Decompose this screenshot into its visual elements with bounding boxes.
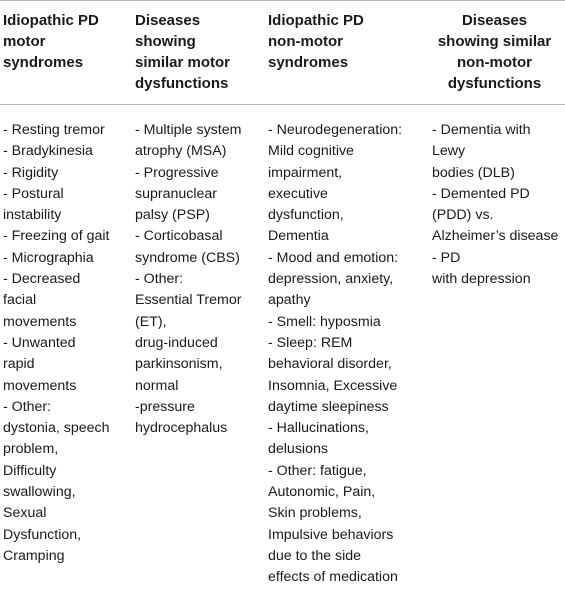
cell-line: - Progressive <box>135 164 219 181</box>
cell-line: dysfunction, <box>268 207 344 224</box>
cell-line: Essential Tremor <box>135 292 242 309</box>
header-line: similar motor <box>135 54 231 71</box>
cell-line: parkinsonism, <box>135 356 223 373</box>
cell-line: - Demented PD <box>432 185 530 202</box>
cell-line: movements <box>3 377 77 394</box>
cell-line: Mild cognitive <box>268 143 354 160</box>
cell-line: Cramping <box>3 547 65 564</box>
cell-line: - Decreased <box>3 271 81 288</box>
column-similar-non-motor-diseases <box>432 120 562 290</box>
cell-line: - Hallucinations, <box>268 420 369 437</box>
header-line: syndromes <box>3 54 84 71</box>
cell-line: Autonomic, Pain, <box>268 484 376 501</box>
cell-line: delusions <box>268 441 328 458</box>
cell-line: Difficulty <box>3 462 57 479</box>
cell-line: executive <box>268 185 328 202</box>
cell-line: bodies (DLB) <box>432 164 515 181</box>
cell-line: hydrocephalus <box>135 420 228 437</box>
cell-line: -pressure <box>135 398 195 415</box>
cell-line: - Other: <box>3 398 52 415</box>
table-top-rule <box>0 0 565 1</box>
header-similar-motor-diseases <box>135 10 263 94</box>
cell-line: (ET), <box>135 313 167 330</box>
header-line: Idiopathic PD <box>268 12 364 29</box>
header-line: dysfunctions <box>135 75 229 92</box>
cell-line: - Mood and emotion: <box>268 249 399 266</box>
cell-line: - Micrographia <box>3 249 94 266</box>
header-line: Diseases <box>135 12 201 29</box>
cell-line: drug-induced <box>135 334 218 351</box>
header-similar-non-motor-diseases <box>424 10 565 94</box>
cell-line: due to the side <box>268 547 362 564</box>
cell-line: Lewy <box>432 143 466 160</box>
cell-line: - Resting tremor <box>3 122 105 138</box>
cell-line: - Postural <box>3 185 64 202</box>
cell-line: apathy <box>268 292 311 309</box>
cell-line: Impulsive behaviors <box>268 526 394 543</box>
header-line: non-motor <box>268 33 343 50</box>
cell-line: daytime sleepiness <box>268 398 389 415</box>
cell-line: - Freezing of gait <box>3 228 110 245</box>
cell-line: atrophy (MSA) <box>135 143 227 160</box>
cell-line: - Bradykinesia <box>3 143 93 160</box>
header-line: non-motor <box>457 54 532 71</box>
cell-line: movements <box>3 313 77 330</box>
cell-line: syndrome (CBS) <box>135 249 240 266</box>
header-line: Diseases <box>461 12 528 29</box>
cell-line: depression, anxiety, <box>268 271 394 288</box>
cell-line: effects of medication <box>268 569 398 586</box>
cell-line: - Other: <box>135 271 184 288</box>
column-motor-syndromes <box>3 120 125 567</box>
cell-line: - Smell: hyposmia <box>268 313 381 330</box>
header-line: showing similar <box>437 33 552 50</box>
cell-line: problem, <box>3 441 59 458</box>
cell-line: Sexual <box>3 505 47 522</box>
cell-line: Dysfunction, <box>3 526 82 543</box>
cell-line: impairment, <box>268 164 343 181</box>
cell-line: rapid <box>3 356 35 373</box>
header-idiopathic-pd-motor <box>3 10 125 73</box>
header-line: Idiopathic PD <box>3 12 99 29</box>
cell-line: Insomnia, Excessive <box>268 377 398 394</box>
cell-line: - Multiple system <box>135 122 242 138</box>
cell-line: (PDD) vs. <box>432 207 494 224</box>
cell-line: facial <box>3 292 37 309</box>
header-idiopathic-pd-non-motor <box>268 10 426 73</box>
column-similar-motor-diseases <box>135 120 263 439</box>
cell-line: palsy (PSP) <box>135 207 210 224</box>
cell-line: supranuclear <box>135 185 218 202</box>
header-line: showing <box>135 33 196 50</box>
header-line: motor <box>3 33 46 50</box>
cell-line: - Sleep: REM <box>268 334 353 351</box>
header-divider-rule <box>0 104 565 105</box>
cell-line: instability <box>3 207 62 224</box>
cell-line: normal <box>135 377 179 394</box>
column-non-motor-syndromes <box>268 120 426 589</box>
cell-line: - Corticobasal <box>135 228 223 245</box>
cell-line: - Unwanted <box>3 334 76 351</box>
cell-line: - Dementia with <box>432 122 531 138</box>
cell-line: with depression <box>432 271 531 288</box>
header-line: syndromes <box>268 54 349 71</box>
cell-line: - Neurodegeneration: <box>268 122 403 138</box>
cell-line: dystonia, speech <box>3 420 110 437</box>
cell-line: Alzheimer’s disease <box>432 228 559 245</box>
cell-line: swallowing, <box>3 484 76 501</box>
cell-line: Skin problems, <box>268 505 362 522</box>
cell-line: - Other: fatigue, <box>268 462 367 479</box>
header-line: dysfunctions <box>447 75 542 92</box>
cell-line: - Rigidity <box>3 164 59 181</box>
cell-line: - PD <box>432 249 461 266</box>
cell-line: behavioral disorder, <box>268 356 392 373</box>
cell-line: Dementia <box>268 228 329 245</box>
